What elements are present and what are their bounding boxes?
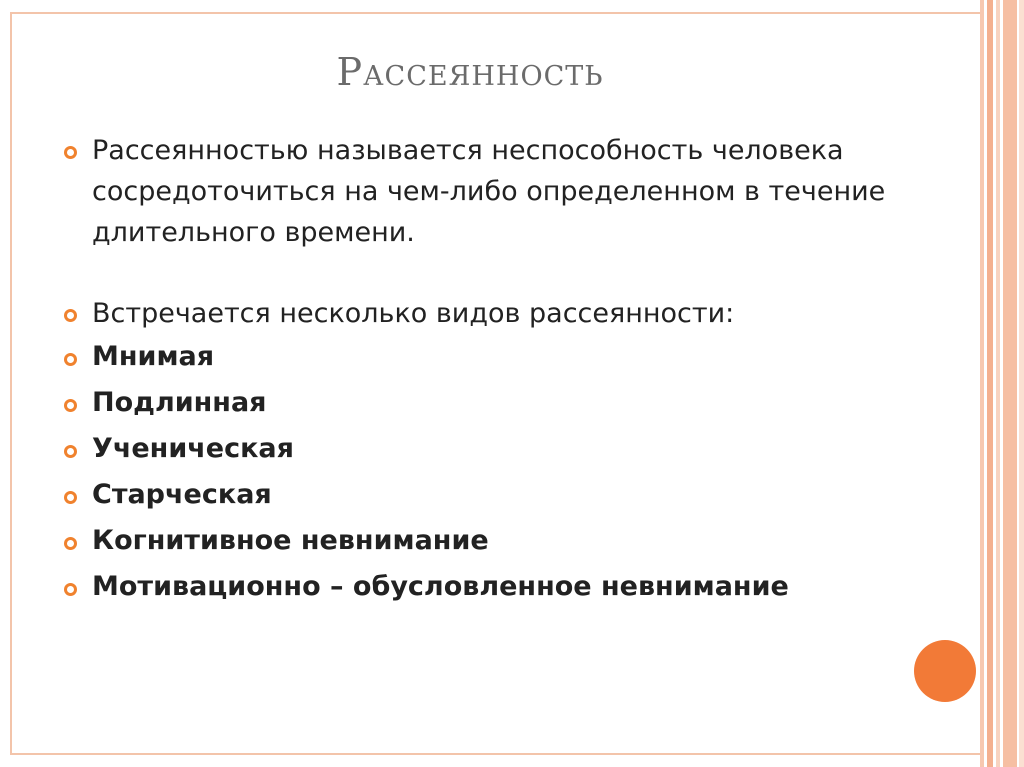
bullet-ring-icon (64, 146, 77, 159)
decorative-stripe (1019, 0, 1024, 767)
bullet-ring-icon (64, 309, 77, 322)
decorative-stripe (987, 0, 993, 767)
bullet-ring-icon (64, 399, 77, 412)
slide-title: Рассеянность (336, 50, 604, 94)
list-item-type (60, 334, 890, 380)
list-item-type (60, 426, 890, 472)
type-label: Подлинная (92, 387, 267, 418)
type-label: Старческая (92, 479, 272, 510)
decorative-stripe (1003, 0, 1017, 767)
intro-text: Встречается несколько видов рассеянности: (92, 298, 735, 329)
list-item-type (60, 518, 890, 564)
type-label: Мнимая (92, 341, 215, 372)
type-label: Ученическая (92, 433, 294, 464)
decorative-stripe (980, 0, 984, 767)
decorative-circle (914, 640, 976, 702)
list-item-type (60, 564, 890, 605)
bullet-ring-icon (64, 537, 77, 550)
bullet-ring-icon (64, 583, 77, 596)
list-item-intro (60, 293, 890, 334)
type-label: Мотивационно – обусловленное невнимание (92, 571, 789, 602)
type-label: Когнитивное невнимание (92, 525, 489, 556)
list-item-type (60, 380, 890, 426)
list-item-definition (60, 130, 890, 253)
bullet-ring-icon (64, 445, 77, 458)
decorative-stripe (996, 0, 1000, 767)
definition-text: Рассеянностью называется неспособность человека сосредоточиться на чем-либо определенном в течение длительного времени. (92, 135, 886, 248)
bullet-ring-icon (64, 491, 77, 504)
bullet-list (60, 130, 890, 605)
bullet-ring-icon (64, 353, 77, 366)
list-item-type (60, 472, 890, 518)
